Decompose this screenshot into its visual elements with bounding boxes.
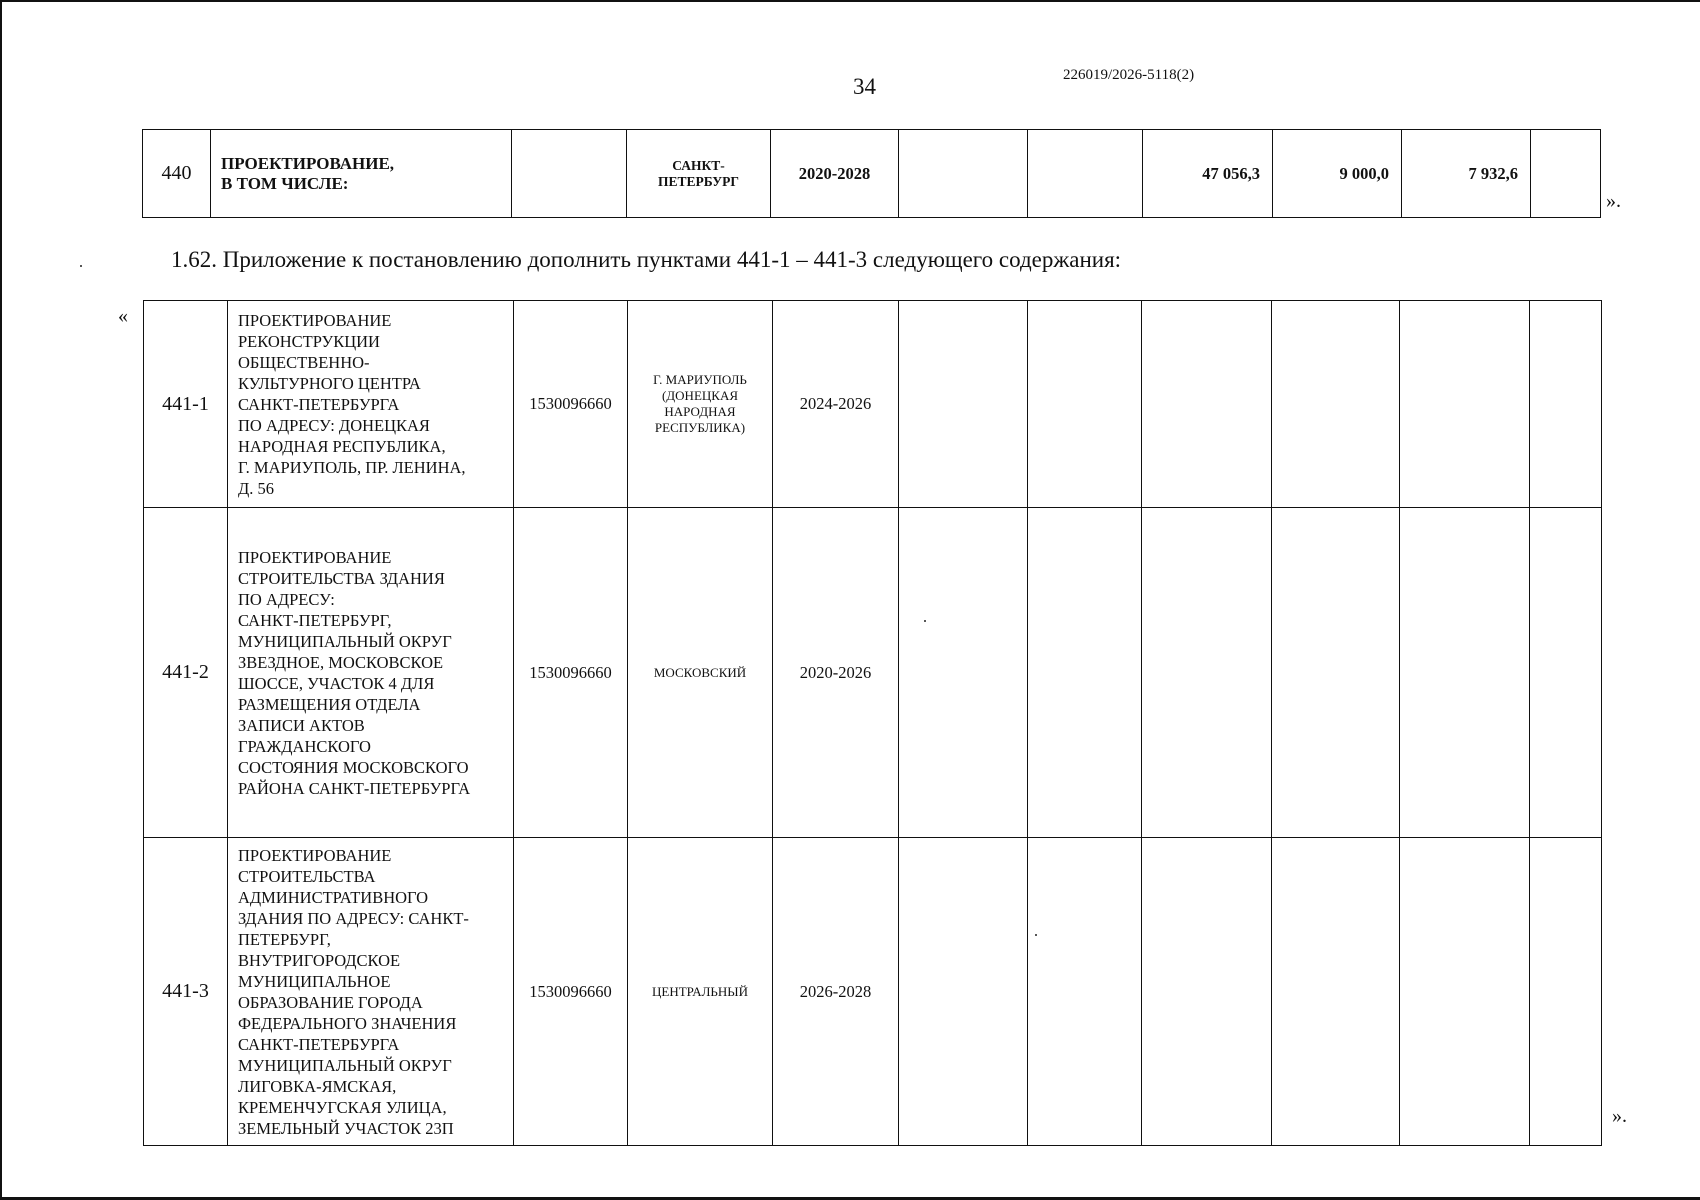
row-district	[628, 508, 773, 838]
top-table	[142, 129, 1601, 218]
empty-cell	[899, 508, 1028, 838]
table-row	[144, 508, 1602, 838]
district-line: Г. МАРИУПОЛЬ	[653, 372, 747, 387]
description-line: ЗАПИСИ АКТОВ	[238, 715, 365, 735]
row-description	[228, 838, 514, 1146]
table-row	[144, 838, 1602, 1146]
description-line: ПРОЕКТИРОВАНИЕ	[238, 547, 392, 567]
description-line: ЛИГОВКА-ЯМСКАЯ,	[238, 1076, 397, 1096]
empty-cell	[1028, 838, 1142, 1146]
description-line: СОСТОЯНИЯ МОСКОВСКОГО	[238, 757, 469, 777]
description-line: ПЕТЕРБУРГ,	[238, 929, 331, 949]
district-line: МОСКОВСКИЙ	[653, 664, 747, 680]
description-line: Д. 56	[238, 478, 275, 498]
row-period: 2020-2028	[771, 130, 899, 218]
empty-cell	[1272, 838, 1400, 1146]
row-description	[228, 508, 514, 838]
empty-cell	[1531, 130, 1601, 218]
scan-speck	[1035, 934, 1037, 936]
district-line: САНКТ-	[672, 157, 725, 173]
description-line: ШОССЕ, УЧАСТОК 4 ДЛЯ	[238, 673, 435, 693]
row-amount-1: 47 056,3	[1143, 130, 1273, 218]
description-line: СТРОИТЕЛЬСТВА ЗДАНИЯ	[238, 568, 445, 588]
amendment-paragraph: 1.62. Приложение к постановлению дополнить пунктами 441-1 – 441-3 следующего содержания:	[171, 247, 1122, 272]
opening-quote: «	[118, 305, 128, 327]
description-line: РАЗМЕЩЕНИЯ ОТДЕЛА	[238, 694, 421, 714]
empty-cell	[1028, 301, 1142, 508]
description-line: ПО АДРЕСУ: ДОНЕЦКАЯ	[238, 415, 430, 435]
district-line: РЕСПУБЛИКА)	[654, 420, 746, 435]
row-district	[627, 130, 771, 218]
table-row	[143, 130, 1601, 218]
scan-speck	[80, 265, 82, 267]
description-line: ФЕДЕРАЛЬНОГО ЗНАЧЕНИЯ	[238, 1013, 457, 1033]
description-line: ВНУТРИГОРОДСКОЕ	[238, 950, 401, 970]
row-description	[228, 301, 514, 508]
row-code: 1530096660	[514, 838, 628, 1146]
row-amount-3: 7 932,6	[1402, 130, 1531, 218]
description-line: МУНИЦИПАЛЬНЫЙ ОКРУГ	[238, 1055, 452, 1075]
empty-cell	[1028, 130, 1143, 218]
closing-quote-bottom: ».	[1612, 1105, 1627, 1127]
description-line: НАРОДНАЯ РЕСПУБЛИКА,	[238, 436, 446, 456]
description-line: САНКТ-ПЕТЕРБУРГА	[238, 1034, 400, 1054]
description-line: ОБРАЗОВАНИЕ ГОРОДА	[238, 992, 423, 1012]
description-line: КРЕМЕНЧУГСКАЯ УЛИЦА,	[238, 1097, 447, 1117]
empty-cell	[1142, 508, 1272, 838]
description-line: АДМИНИСТРАТИВНОГО	[238, 887, 429, 907]
empty-cell	[1142, 838, 1272, 1146]
empty-cell	[1530, 301, 1602, 508]
description-line: МУНИЦИПАЛЬНЫЙ ОКРУГ	[238, 631, 452, 651]
description-line: СТРОИТЕЛЬСТВА	[238, 866, 376, 886]
row-amount-2: 9 000,0	[1273, 130, 1402, 218]
description-line: КУЛЬТУРНОГО ЦЕНТРА	[238, 373, 421, 393]
row-period: 2020-2026	[773, 508, 899, 838]
row-code	[512, 130, 627, 218]
row-number: 440	[143, 130, 211, 218]
description-line: ПРОЕКТИРОВАНИЕ	[238, 310, 392, 330]
description-line: Г. МАРИУПОЛЬ, ПР. ЛЕНИНА,	[238, 457, 466, 477]
row-number: 441-1	[144, 301, 228, 508]
document-id: 226019/2026-5118(2)	[1063, 67, 1195, 83]
description-line: РЕКОНСТРУКЦИИ	[238, 331, 380, 351]
empty-cell	[1028, 508, 1142, 838]
scan-speck	[924, 620, 926, 622]
empty-cell	[1142, 301, 1272, 508]
row-number: 441-3	[144, 838, 228, 1146]
empty-cell	[899, 838, 1028, 1146]
page-border-top	[0, 0, 1700, 2]
page-number: 34	[853, 74, 876, 99]
row-description	[211, 130, 512, 218]
row-number: 441-2	[144, 508, 228, 838]
description-line: ПО АДРЕСУ:	[238, 589, 335, 609]
empty-cell	[1400, 508, 1530, 838]
description-line: САНКТ-ПЕТЕРБУРГА	[238, 394, 400, 414]
empty-cell	[1272, 508, 1400, 838]
district-line: НАРОДНАЯ	[664, 404, 736, 419]
description-line: САНКТ-ПЕТЕРБУРГ,	[238, 610, 392, 630]
row-district	[628, 838, 773, 1146]
row-period: 2026-2028	[773, 838, 899, 1146]
description-line: ЗДАНИЯ ПО АДРЕСУ: САНКТ-	[238, 908, 469, 928]
empty-cell	[899, 130, 1028, 218]
closing-quote-top: ».	[1606, 190, 1621, 212]
row-code: 1530096660	[514, 301, 628, 508]
district-line: (ДОНЕЦКАЯ	[661, 388, 739, 403]
main-table	[143, 300, 1602, 1146]
description-line: ГРАЖДАНСКОГО	[238, 736, 371, 756]
row-period: 2024-2026	[773, 301, 899, 508]
page-border-left	[0, 0, 2, 1200]
empty-cell	[899, 301, 1028, 508]
description-line: МУНИЦИПАЛЬНОЕ	[238, 971, 391, 991]
description-line: ПРОЕКТИРОВАНИЕ	[238, 845, 392, 865]
description-line: ЗЕМЕЛЬНЫЙ УЧАСТОК 23П	[238, 1118, 454, 1138]
empty-cell	[1530, 508, 1602, 838]
empty-cell	[1400, 838, 1530, 1146]
description-line: ПРОЕКТИРОВАНИЕ,	[221, 153, 395, 173]
description-line: ЗВЕЗДНОЕ, МОСКОВСКОЕ	[238, 652, 444, 672]
district-line: ПЕТЕРБУРГ	[658, 173, 739, 189]
row-code: 1530096660	[514, 508, 628, 838]
description-line: РАЙОНА САНКТ-ПЕТЕРБУРГА	[238, 778, 471, 798]
empty-cell	[1272, 301, 1400, 508]
empty-cell	[1400, 301, 1530, 508]
empty-cell	[1530, 838, 1602, 1146]
table-row	[144, 301, 1602, 508]
row-district	[628, 301, 773, 508]
description-line: В ТОМ ЧИСЛЕ:	[221, 173, 349, 193]
district-line: ЦЕНТРАЛЬНЫЙ	[651, 983, 748, 999]
description-line: ОБЩЕСТВЕННО-	[238, 352, 370, 372]
